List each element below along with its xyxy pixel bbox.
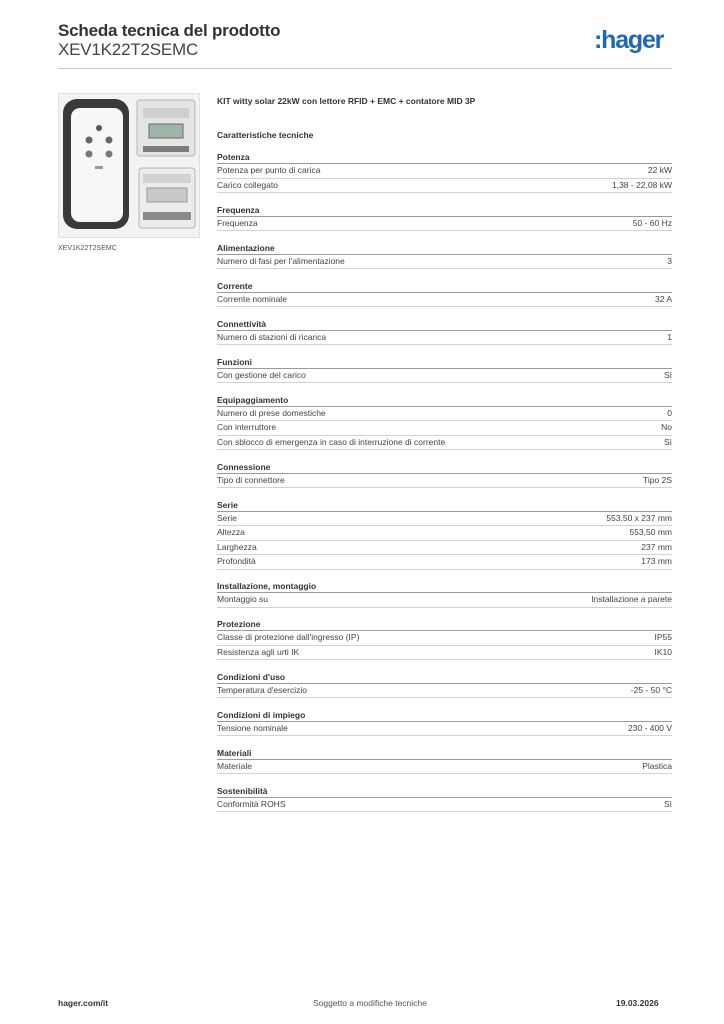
product-image (58, 93, 200, 238)
spec-section (217, 394, 672, 451)
spec-section (217, 151, 672, 193)
spec-row (217, 555, 672, 570)
spec-value: 173 mm (641, 556, 672, 566)
spec-section (217, 356, 672, 384)
spec-section (217, 785, 672, 813)
spec-row (217, 436, 672, 451)
section-title: Connettività (217, 318, 672, 331)
spec-label: Resistenza agli urti IK (217, 646, 300, 657)
section-title: Sostenibilità (217, 785, 672, 798)
tech-specs-heading: Caratteristiche tecniche (217, 130, 314, 140)
spec-section (217, 580, 672, 608)
section-title: Corrente (217, 280, 672, 293)
spec-row (217, 179, 672, 194)
footer-website: hager.com/it (58, 998, 109, 1008)
product-description: KIT witty solar 22kW con lettore RFID + EMC + contatore MID 3P (217, 96, 476, 106)
spec-value: 1,38 - 22,08 kW (611, 179, 672, 190)
spec-value: Sì (663, 369, 672, 380)
spec-value: 553.50 x 237 mm (606, 512, 672, 523)
spec-row (217, 722, 672, 737)
section-title: Condizioni di impiego (217, 709, 672, 722)
spec-row (217, 684, 672, 699)
spec-value: Sì (663, 798, 672, 809)
section-title: Condizioni d'uso (217, 671, 672, 684)
spec-value: 237 mm (641, 541, 672, 552)
spec-section (217, 499, 672, 570)
spec-value: 3 (667, 255, 672, 266)
spec-section (217, 318, 672, 346)
spec-value: Sì (663, 436, 672, 447)
spec-row (217, 512, 672, 527)
spec-label: Temperatura d'esercizio (217, 684, 307, 695)
spec-label: Con gestione del carico (217, 369, 306, 380)
section-title: Serie (217, 499, 672, 512)
section-title: Potenza (217, 151, 672, 164)
spec-row (217, 593, 672, 608)
product-code: XEV1K22T2SEMC (58, 40, 199, 59)
spec-label: Carico collegato (217, 179, 278, 190)
spec-row (217, 407, 672, 422)
spec-label: Materiale (217, 760, 252, 771)
spec-label: Conformità ROHS (217, 798, 286, 809)
spec-value: 50 - 60 Hz (632, 217, 672, 228)
spec-section (217, 280, 672, 308)
section-title: Frequenza (217, 204, 672, 217)
spec-value: -25 - 50 °C (630, 684, 672, 695)
spec-label: Serie (217, 512, 237, 523)
spec-label: Larghezza (217, 541, 257, 552)
spec-value: 22 kW (647, 165, 672, 175)
spec-value: 553,50 mm (629, 527, 672, 537)
hager-logo: :hager (594, 26, 664, 54)
spec-label: Profondità (217, 556, 256, 566)
spec-label: Tensione nominale (217, 722, 288, 733)
spec-section (217, 242, 672, 270)
spec-sections (217, 151, 672, 812)
section-title: Alimentazione (217, 242, 672, 255)
spec-sheet (217, 95, 672, 823)
spec-value: 0 (667, 407, 672, 418)
spec-value: 32 A (654, 293, 672, 304)
footer-disclaimer: Soggetto a modifiche tecniche (313, 998, 427, 1008)
spec-label: Numero di stazioni di ricarica (217, 331, 327, 342)
spec-row (217, 526, 672, 541)
spec-label: Corrente nominale (217, 293, 287, 304)
spec-label: Numero di prese domestiche (217, 407, 326, 418)
spec-section (217, 204, 672, 232)
spec-value: IK10 (654, 646, 672, 657)
section-title: Installazione, montaggio (217, 580, 672, 593)
spec-value: 1 (667, 331, 672, 342)
spec-label: Classe di protezione dall'ingresso (IP) (217, 632, 360, 642)
page-title: Scheda tecnica del prodotto (58, 21, 281, 40)
spec-label: Con interruttore (217, 422, 277, 432)
spec-row (217, 331, 672, 346)
spec-label: Potenza per punto di carica (217, 165, 321, 175)
header-divider (58, 68, 672, 69)
spec-row (217, 631, 672, 646)
spec-row (217, 760, 672, 775)
spec-row (217, 164, 672, 179)
spec-value: Tipo 2S (643, 474, 672, 485)
spec-row (217, 293, 672, 308)
section-title: Equipaggiamento (217, 394, 672, 407)
spec-label: Montaggio su (217, 594, 269, 604)
section-title: Protezione (217, 618, 672, 631)
product-image-caption: XEV1K22T2SEMC (58, 245, 117, 252)
footer-date: 19.03.2026 (616, 998, 659, 1008)
spec-row (217, 255, 672, 270)
spec-value: 230 - 400 V (628, 722, 672, 733)
spec-value: IP55 (654, 632, 672, 642)
spec-row (217, 421, 672, 436)
spec-label: Tipo di connettore (217, 474, 285, 485)
spec-section (217, 671, 672, 699)
spec-section (217, 709, 672, 737)
spec-row (217, 646, 672, 661)
spec-row (217, 369, 672, 384)
spec-label: Numero di fasi per l'alimentazione (217, 255, 345, 266)
spec-section (217, 747, 672, 775)
spec-row (217, 798, 672, 813)
spec-value: Plastica (642, 760, 672, 771)
spec-section (217, 618, 672, 660)
spec-row (217, 474, 672, 489)
spec-value: No (661, 422, 672, 432)
section-title: Funzioni (217, 356, 672, 369)
spec-label: Frequenza (217, 217, 258, 228)
spec-label: Con sblocco di emergenza in caso di interruzione di corrente (217, 436, 446, 447)
spec-row (217, 217, 672, 232)
spec-section (217, 461, 672, 489)
spec-row (217, 541, 672, 556)
spec-label: Altezza (217, 527, 245, 537)
section-title: Materiali (217, 747, 672, 760)
section-title: Connessione (217, 461, 672, 474)
spec-value: Installazione a parete (591, 594, 672, 604)
